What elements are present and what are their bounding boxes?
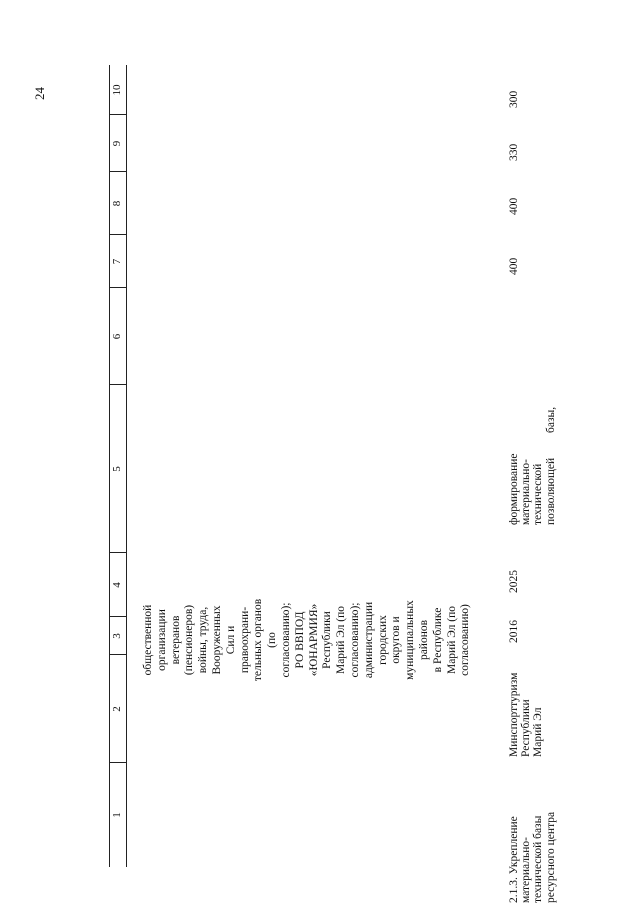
value-col10: 300 xyxy=(508,90,520,108)
responsible-executor: Минспорттуризм Республики Марий Эл xyxy=(508,672,545,757)
col-header-5: 5 xyxy=(111,466,123,472)
col-header-4: 4 xyxy=(111,582,123,588)
activity-name: 2.1.3. Укрепление материально- технической базы ресурсного центра xyxy=(508,811,557,903)
value-col8: 400 xyxy=(508,197,520,215)
col-header-10: 10 xyxy=(111,84,123,96)
col-header-7: 7 xyxy=(111,258,123,265)
value-col7: 400 xyxy=(508,257,520,275)
col-header-3: 3 xyxy=(111,633,123,639)
col-header-6: 6 xyxy=(111,333,123,340)
col-header-1: 1 xyxy=(111,812,123,818)
expected-result-cont: базы, xyxy=(545,406,557,433)
continued-responsible-executors: общественной организации ветеранов (пенсионеров) войны, труда, Вооруженных Сил и правоохрани- тельных органов (по согласованию); РО ВВПОД «ЮНАРМИЯ» Республики Марий Эл (по согласованию); администрации городских округов и муниципальных районов в Республике Марий Эл (по согласованию) xyxy=(142,598,472,682)
value-col9: 330 xyxy=(508,143,520,161)
header-bottom-rule xyxy=(126,65,127,867)
page-number: 24 xyxy=(32,87,47,100)
col-header-2: 2 xyxy=(111,706,123,712)
expected-result: формирование материально- технической позволяющей xyxy=(508,453,557,525)
end-year: 2025 xyxy=(508,570,520,593)
col-header-8: 8 xyxy=(111,200,123,207)
start-year: 2016 xyxy=(508,620,520,643)
col-header-9: 9 xyxy=(111,140,123,147)
